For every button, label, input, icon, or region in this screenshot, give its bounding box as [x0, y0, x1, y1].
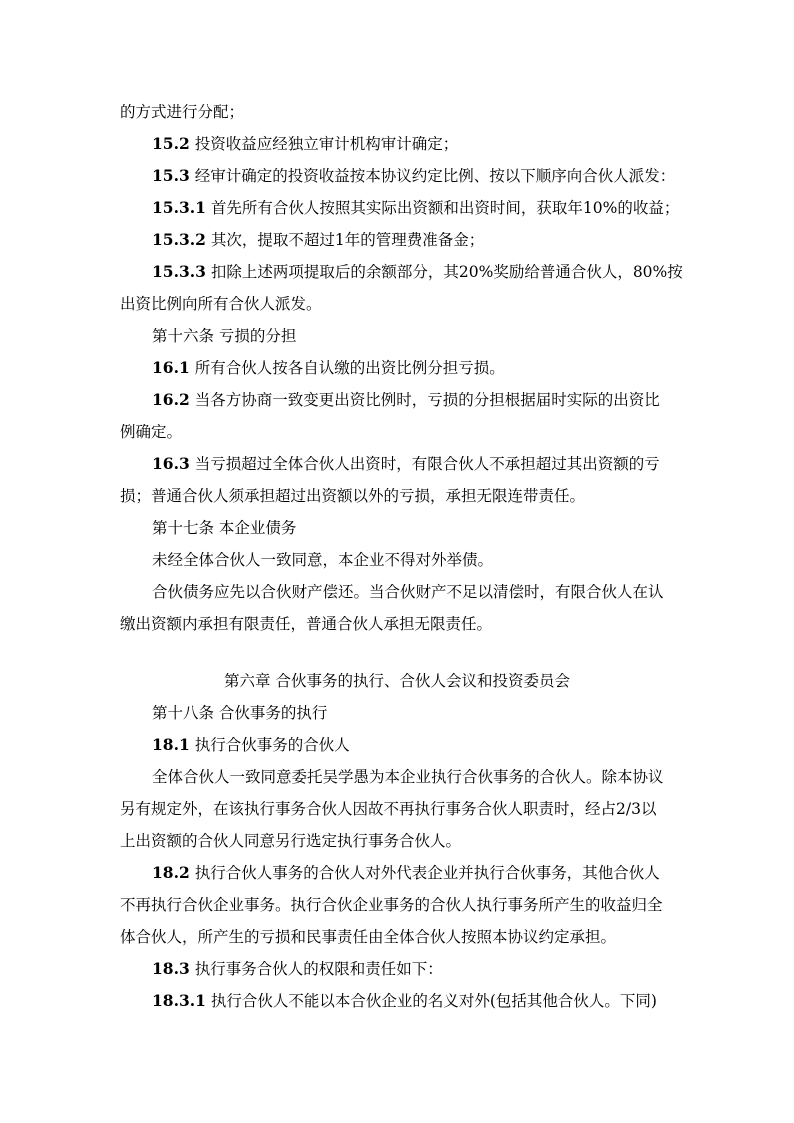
- clause-18-1-paragraph-cont-1: 另有规定外，在该执行事务合伙人因故不再执行事务合伙人职责时，经占2/3以: [120, 800, 657, 818]
- clause-text: 首先所有合伙人按照其实际出资额和出资时间，获取年10%的收益；: [205, 199, 680, 217]
- clause-number: 18.3: [152, 959, 190, 978]
- clause-16-2: [152, 390, 712, 410]
- clause-text: 所有合伙人按各自认缴的出资比例分担亏损。: [189, 359, 505, 377]
- clause-15-3-3-cont: 出资比例向所有合伙人派发。: [120, 295, 322, 313]
- clause-16-3: [152, 454, 712, 474]
- clause-number: 15.2: [152, 134, 190, 153]
- article-17-paragraph-2: 合伙债务应先以合伙财产偿还。当合伙财产不足以清偿时，有限合伙人在认: [152, 583, 664, 601]
- paragraph-continuation: 的方式进行分配；: [120, 103, 245, 121]
- clause-16-2-cont: 例确定。: [120, 423, 183, 441]
- clause-number: 16.1: [152, 358, 190, 377]
- article-17-paragraph-1: 未经全体合伙人一致同意，本企业不得对外举债。: [152, 551, 494, 569]
- clause-15-3-3: [152, 262, 712, 282]
- clause-number: 18.3.1: [152, 991, 206, 1010]
- article-18-title: 第十八条 合伙事务的执行: [152, 704, 328, 722]
- clause-text: 当各方协商一致变更出资比例时，亏损的分担根据届时实际的出资比: [189, 391, 660, 409]
- clause-number: 15.3.1: [152, 198, 206, 217]
- clause-18-1: [152, 735, 712, 755]
- clause-16-3-cont: 损；普通合伙人须承担超过出资额以外的亏损，承担无限连带责任。: [120, 487, 586, 505]
- clause-text: 执行合伙人事务的合伙人对外代表企业并执行合伙事务，其他合伙人: [189, 864, 660, 882]
- clause-text: 当亏损超过全体合伙人出资时，有限合伙人不承担超过其出资额的亏: [189, 455, 660, 473]
- clause-16-1: [152, 358, 712, 378]
- clause-18-3-1: [152, 991, 712, 1011]
- clause-text: 执行合伙事务的合伙人: [189, 736, 350, 754]
- clause-text: 执行事务合伙人的权限和责任如下：: [189, 960, 443, 978]
- clause-18-1-paragraph-cont-2: 上出资额的合伙人同意另行选定执行事务合伙人。: [120, 832, 462, 850]
- clause-text: 经审计确定的投资收益按本协议约定比例、按以下顺序向合伙人派发：: [189, 167, 676, 185]
- clause-number: 18.1: [152, 735, 190, 754]
- clause-number: 15.3.2: [152, 230, 206, 249]
- clause-15-3-2: [152, 230, 712, 250]
- clause-number: 15.3.3: [152, 262, 206, 281]
- clause-number: 16.2: [152, 390, 190, 409]
- article-17-title: 第十七条 本企业债务: [152, 519, 297, 537]
- clause-15-2: [152, 134, 712, 154]
- clause-18-2-cont-1: 不再执行合伙企业事务。执行合伙企业事务的合伙人执行事务所产生的收益归全: [120, 896, 663, 914]
- clause-15-3-1: [152, 198, 712, 218]
- chapter-6-heading: 第六章 合伙事务的执行、合伙人会议和投资委员会: [224, 672, 570, 690]
- clause-18-3: [152, 959, 712, 979]
- clause-text: 其次，提取不超过1年的管理费准备金；: [205, 231, 485, 249]
- clause-number: 16.3: [152, 454, 190, 473]
- clause-number: 15.3: [152, 166, 190, 185]
- clause-text: 投资收益应经独立审计机构审计确定；: [189, 135, 459, 153]
- clause-text: 扣除上述两项提取后的余额部分，其20%奖励给普通合伙人，80%按: [205, 263, 683, 281]
- clause-number: 18.2: [152, 863, 190, 882]
- article-16-title: 第十六条 亏损的分担: [152, 327, 297, 345]
- clause-15-3: [152, 166, 712, 186]
- article-17-paragraph-2-cont: 缴出资额内承担有限责任，普通合伙人承担无限责任。: [120, 615, 493, 633]
- clause-18-2: [152, 863, 712, 883]
- clause-text: 执行合伙人不能以本合伙企业的名义对外(包括其他合伙人。下同): [205, 992, 657, 1010]
- clause-18-1-paragraph: 全体合伙人一致同意委托吴学愚为本企业执行合伙事务的合伙人。除本协议: [152, 768, 664, 786]
- clause-18-2-cont-2: 体合伙人，所产生的亏损和民事责任由全体合伙人按照本协议约定承担。: [120, 928, 617, 946]
